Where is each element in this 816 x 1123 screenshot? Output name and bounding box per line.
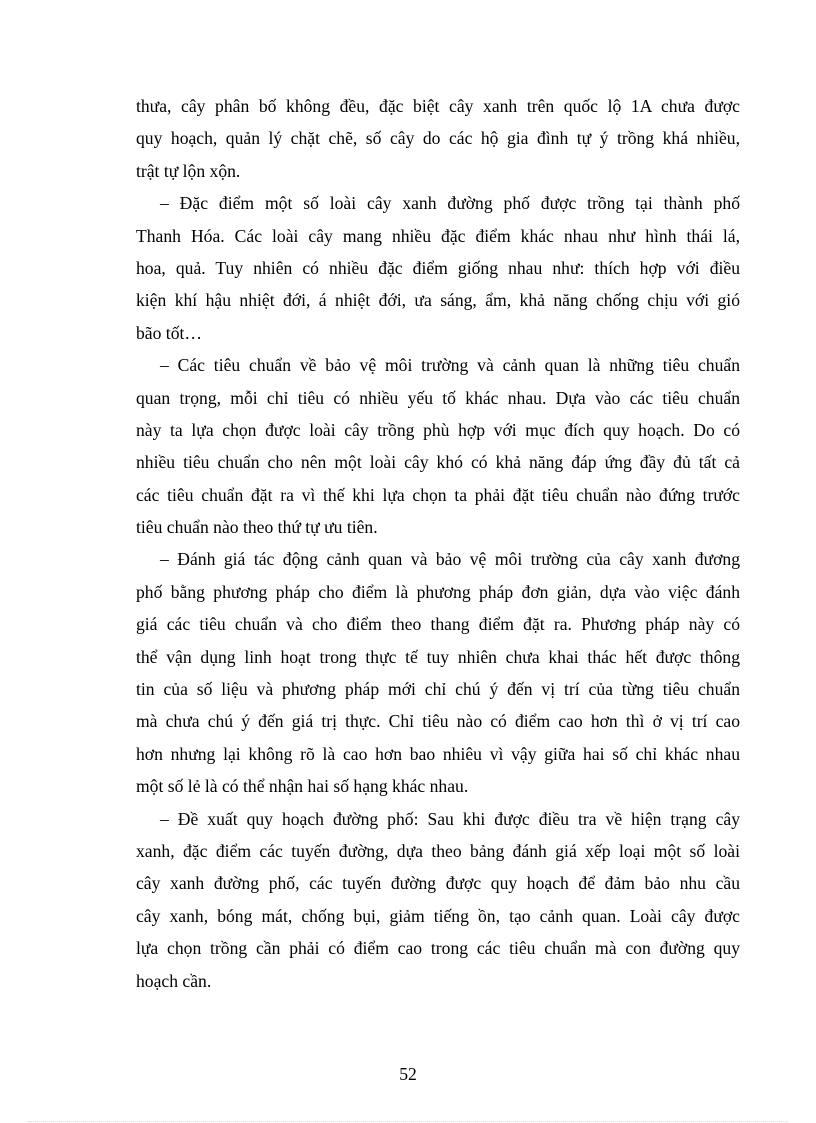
text-line: Thanh Hóa. Các loài cây mang nhiều đặc điểm khác nhau như hình thái lá, <box>136 225 740 246</box>
text-line: cây xanh đường phố, các tuyến đường được quy hoạch để đảm bảo nhu cầu <box>136 873 740 894</box>
paragraph-street-tree-characteristics <box>136 187 740 349</box>
text-line: lựa chọn trồng cần phải có điểm cao trong các tiêu chuẩn mà con đường quy <box>136 938 740 959</box>
text-line: thể vận dụng linh hoạt trong thực tế tuy nhiên chưa khai thác hết được thông <box>136 646 740 667</box>
text-line: tiêu chuẩn nào theo thứ tự ưu tiên. <box>136 517 378 538</box>
text-line: – Các tiêu chuẩn về bảo vệ môi trường và cảnh quan là những tiêu chuẩn <box>160 355 740 376</box>
text-line: – Đặc điểm một số loài cây xanh đường phố được trồng tại thành phố <box>160 193 740 214</box>
text-line: xanh, đặc điểm các tuyến đường, dựa theo bảng đánh giá xếp loại một số loài <box>136 840 740 861</box>
text-line: cây xanh, bóng mát, chống bụi, giảm tiếng ồn, tạo cảnh quan. Loài cây được <box>136 905 740 926</box>
body-text <box>136 90 740 997</box>
text-line: hơn nhưng lại không rõ là cao hơn bao nhiêu vì vậy giữa hai số chỉ khác nhau <box>136 743 740 764</box>
text-line: – Đánh giá tác động cảnh quan và bảo vệ môi trường của cây xanh đương <box>160 549 740 570</box>
text-line: các tiêu chuẩn đặt ra vì thế khi lựa chọn ta phải đặt tiêu chuẩn nào đứng trước <box>136 484 740 505</box>
text-line: quy hoạch, quản lý chặt chẽ, số cây do các hộ gia đình tự ý trồng khá nhiều, <box>136 128 740 149</box>
text-line: nhiều tiêu chuẩn cho nên một loài cây khó có khả năng đáp ứng đầy đủ tất cả <box>136 452 740 473</box>
text-line: – Đề xuất quy hoạch đường phố: Sau khi được điều tra về hiện trạng cây <box>160 808 740 829</box>
paragraph-continuation <box>136 90 740 187</box>
paragraph-planning-proposal <box>136 803 740 997</box>
text-line: này ta lựa chọn được loài cây trồng phù hợp với mục đích quy hoạch. Do có <box>136 419 740 440</box>
text-line: hoa, quả. Tuy nhiên có nhiều đặc điểm giống nhau như: thích hợp với điều <box>136 257 740 278</box>
page-bottom-divider <box>28 1121 788 1122</box>
text-line: hoạch cần. <box>136 970 212 991</box>
text-line: mà chưa chú ý đến giá trị thực. Chỉ tiêu nào có điểm cao hơn thì ở vị trí cao <box>136 711 740 732</box>
page-number: 52 <box>399 1064 417 1084</box>
text-line: quan trọng, mỗi chỉ tiêu có nhiều yếu tố khác nhau. Dựa vào các tiêu chuẩn <box>136 387 740 408</box>
paragraph-environment-standards <box>136 349 740 543</box>
text-line: tin của số liệu và phương pháp mới chỉ chú ý đến vị trí của từng tiêu chuẩn <box>136 679 740 700</box>
text-line: thưa, cây phân bố không đều, đặc biệt cây xanh trên quốc lộ 1A chưa được <box>136 96 740 116</box>
text-line: trật tự lộn xộn. <box>136 160 241 181</box>
text-line: một số lẻ là có thể nhận hai số hạng khác nhau. <box>136 776 469 797</box>
text-line: phố bằng phương pháp cho điểm là phương pháp đơn giản, dựa vào việc đánh <box>136 581 740 602</box>
text-line: kiện khí hậu nhiệt đới, á nhiệt đới, ưa sáng, ẩm, khả năng chống chịu với gió <box>136 290 740 311</box>
paragraph-scoring-method <box>136 543 740 802</box>
text-line: giá các tiêu chuẩn và cho điểm theo thang điểm đặt ra. Phương pháp này có <box>136 614 740 635</box>
text-line: bão tốt… <box>136 322 202 343</box>
